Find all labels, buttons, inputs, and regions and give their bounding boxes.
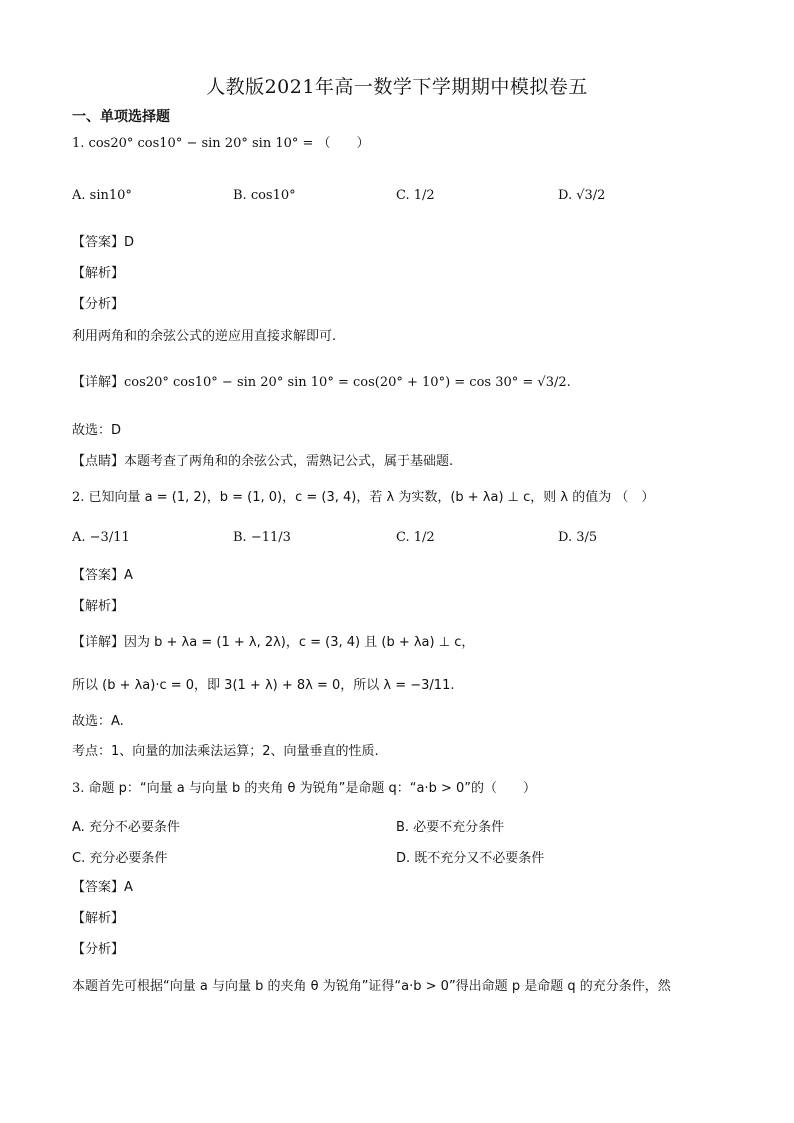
- q3-answer: 【答案】A: [72, 880, 133, 895]
- q3-fenxi-label: 【分析】: [72, 942, 125, 957]
- q1-answer: 【答案】D: [72, 235, 135, 250]
- q3-option-d: D. 既不充分又不必要条件: [396, 851, 545, 866]
- q2-number: 2.: [72, 490, 85, 505]
- q2-stem: [72, 488, 654, 508]
- q2-analysis-label: 【解析】: [72, 599, 125, 614]
- q1-option-a: A. sin10°: [72, 188, 132, 203]
- q3-option-b: B. 必要不充分条件: [396, 820, 505, 835]
- q1-dianjing: 【点睛】本题考查了两角和的余弦公式，需熟记公式，属于基础题.: [72, 454, 454, 469]
- q2-option-a: A. −3/11: [72, 530, 130, 545]
- q3-option-c: C. 充分必要条件: [72, 851, 168, 866]
- q1-number: 1.: [72, 136, 85, 151]
- q1-stem-expression: cos20° cos10° − sin 20° sin 10° = （ ）: [88, 136, 370, 151]
- q1-stem: [72, 134, 370, 154]
- q1-detail-expression: cos20° cos10° − sin 20° sin 10° = cos(20° + 10°) = cos 30° = √3/2.: [124, 375, 571, 390]
- section-heading: 一、单项选择题: [72, 109, 170, 125]
- q3-number: 3.: [72, 781, 85, 796]
- q1-fenxi-text: 利用两角和的余弦公式的逆应用直接求解即可.: [72, 329, 337, 344]
- q1-choose: 故选：D: [72, 423, 122, 438]
- q2-detail-line2: 所以 (b + λa)·c = 0，即 3(1 + λ) + 8λ = 0，所以 λ = −3/11.: [72, 678, 455, 693]
- q3-fenxi-text: 本题首先可根据“向量 a 与向量 b 的夹角 θ 为锐角”证得“a·b > 0”得出命题 p 是命题 q 的充分条件，然: [72, 979, 671, 994]
- q1-detail: 【详解】cos20° cos10° − sin 20° sin 10° = cos(20° + 10°) = cos 30° = √3/2.: [72, 375, 571, 390]
- q1-fenxi-label: 【分析】: [72, 297, 125, 312]
- q3-stem-text: 命题 p：“向量 a 与向量 b 的夹角 θ 为锐角”是命题 q：“a·b > 0”的（ ）: [88, 781, 536, 796]
- q2-answer: 【答案】A: [72, 568, 133, 583]
- q3-option-a: A. 充分不必要条件: [72, 820, 180, 835]
- q3-analysis-label: 【解析】: [72, 911, 125, 926]
- q3-stem: [72, 779, 536, 799]
- document-title: 人教版2021年高一数学下学期期中模拟卷五: [206, 76, 588, 98]
- q1-analysis-label: 【解析】: [72, 266, 125, 281]
- q2-stem-text: 已知向量 a = (1, 2)，b = (1, 0)，c = (3, 4)，若 λ 为实数，(b + λa) ⊥ c，则 λ 的值为 （ ）: [88, 490, 655, 505]
- q2-option-c: C. 1/2: [396, 530, 435, 545]
- q1-option-d: D. √3/2: [558, 188, 606, 203]
- q2-detail-line1: 【详解】因为 b + λa = (1 + λ, 2λ)，c = (3, 4) 且 (b + λa) ⊥ c，: [72, 635, 475, 650]
- q2-choose: 故选：A.: [72, 714, 124, 729]
- q2-option-d: D. 3/5: [558, 530, 598, 545]
- q2-kaodian: 考点：1、向量的加法乘法运算；2、向量垂直的性质.: [72, 744, 379, 759]
- q1-option-c: C. 1/2: [396, 188, 435, 203]
- q1-option-b: B. cos10°: [233, 188, 296, 203]
- q2-option-b: B. −11/3: [233, 530, 291, 545]
